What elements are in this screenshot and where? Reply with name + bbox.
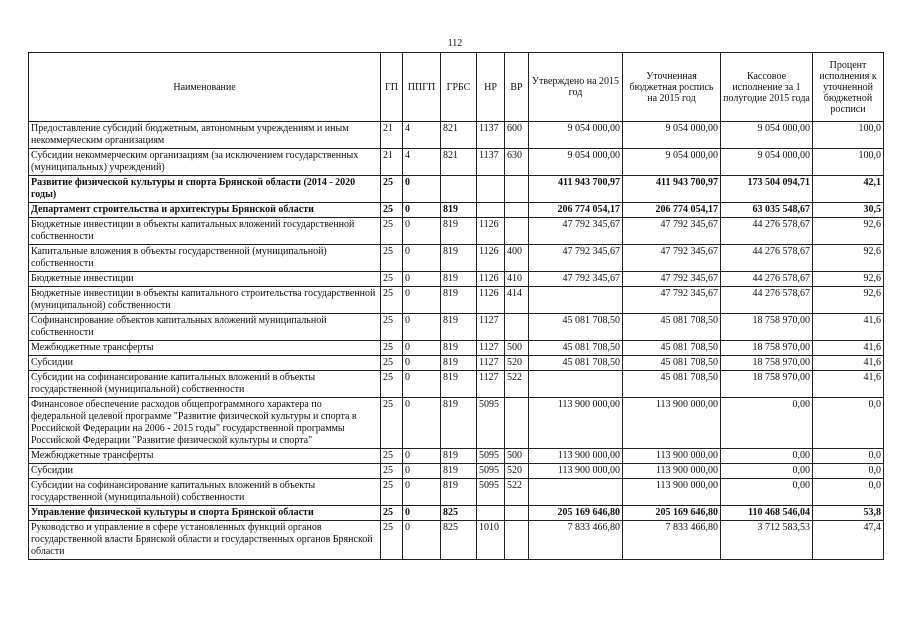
- cell-vr: [505, 176, 529, 203]
- cell-refined: 45 081 708,50: [623, 341, 721, 356]
- cell-grbs: 821: [441, 122, 477, 149]
- cell-percent: 100,0: [813, 122, 884, 149]
- cell-refined: 113 900 000,00: [623, 464, 721, 479]
- cell-approved: 206 774 054,17: [529, 203, 623, 218]
- table-row: [29, 398, 884, 449]
- cell-approved: 45 081 708,50: [529, 341, 623, 356]
- cell-refined: 206 774 054,17: [623, 203, 721, 218]
- cell-vr: 500: [505, 341, 529, 356]
- cell-percent: 0,0: [813, 464, 884, 479]
- cell-np: 1127: [477, 371, 505, 398]
- cell-cash: 18 758 970,00: [721, 356, 813, 371]
- cell-np: [477, 176, 505, 203]
- cell-name: Субсидии: [29, 464, 381, 479]
- cell-percent: 92,6: [813, 245, 884, 272]
- table-row: [29, 371, 884, 398]
- cell-np: 1126: [477, 287, 505, 314]
- table-row: [29, 314, 884, 341]
- cell-gp: 25: [381, 371, 403, 398]
- cell-refined: 411 943 700,97: [623, 176, 721, 203]
- cell-name: Управление физической культуры и спорта Брянской области: [29, 506, 381, 521]
- cell-approved: 45 081 708,50: [529, 314, 623, 341]
- cell-refined: 45 081 708,50: [623, 314, 721, 341]
- cell-approved: 47 792 345,67: [529, 245, 623, 272]
- table-row: [29, 464, 884, 479]
- cell-cash: 9 054 000,00: [721, 149, 813, 176]
- cell-ppgp: 0: [403, 356, 441, 371]
- cell-name: Руководство и управление в сфере установленных функций органов государственной власти Брянской области и государственных органов Брянской области: [29, 521, 381, 560]
- cell-percent: 41,6: [813, 371, 884, 398]
- cell-np: 1126: [477, 218, 505, 245]
- cell-cash: 0,00: [721, 449, 813, 464]
- cell-cash: 63 035 548,67: [721, 203, 813, 218]
- cell-ppgp: 0: [403, 287, 441, 314]
- header-ppgp: ППГП: [403, 53, 441, 122]
- cell-ppgp: 0: [403, 506, 441, 521]
- header-percent: Процент исполнения к уточненной бюджетной росписи: [813, 53, 884, 122]
- header-grbs: ГРБС: [441, 53, 477, 122]
- cell-vr: [505, 203, 529, 218]
- cell-vr: 520: [505, 356, 529, 371]
- cell-refined: 113 900 000,00: [623, 398, 721, 449]
- cell-refined: 113 900 000,00: [623, 479, 721, 506]
- cell-np: 1127: [477, 341, 505, 356]
- cell-vr: 522: [505, 479, 529, 506]
- cell-grbs: 825: [441, 521, 477, 560]
- cell-percent: 42,1: [813, 176, 884, 203]
- cell-grbs: 819: [441, 314, 477, 341]
- header-approved: Утверждено на 2015 год: [529, 53, 623, 122]
- cell-approved: 9 054 000,00: [529, 149, 623, 176]
- cell-cash: 44 276 578,67: [721, 218, 813, 245]
- cell-grbs: 819: [441, 245, 477, 272]
- cell-name: Субсидии на софинансирование капитальных вложений в объекты государственной (муниципальной) собственности: [29, 371, 381, 398]
- cell-np: 5095: [477, 449, 505, 464]
- cell-np: 5095: [477, 479, 505, 506]
- cell-percent: 41,6: [813, 341, 884, 356]
- cell-approved: 411 943 700,97: [529, 176, 623, 203]
- table-header-row: [29, 53, 884, 122]
- table-row: [29, 272, 884, 287]
- table-row: [29, 287, 884, 314]
- cell-np: 1137: [477, 149, 505, 176]
- cell-approved: 47 792 345,67: [529, 218, 623, 245]
- cell-cash: 0,00: [721, 464, 813, 479]
- cell-ppgp: 0: [403, 398, 441, 449]
- cell-ppgp: 4: [403, 149, 441, 176]
- cell-vr: [505, 521, 529, 560]
- cell-np: 1126: [477, 245, 505, 272]
- header-np: НР: [477, 53, 505, 122]
- cell-grbs: 819: [441, 479, 477, 506]
- table-row: [29, 122, 884, 149]
- cell-gp: 25: [381, 464, 403, 479]
- cell-refined: 47 792 345,67: [623, 287, 721, 314]
- cell-ppgp: 0: [403, 272, 441, 287]
- cell-name: Капитальные вложения в объекты государственной (муниципальной) собственности: [29, 245, 381, 272]
- cell-cash: 3 712 583,53: [721, 521, 813, 560]
- cell-gp: 25: [381, 314, 403, 341]
- table-row: [29, 149, 884, 176]
- cell-gp: 25: [381, 287, 403, 314]
- cell-approved: 113 900 000,00: [529, 464, 623, 479]
- cell-vr: [505, 506, 529, 521]
- cell-refined: 205 169 646,80: [623, 506, 721, 521]
- cell-vr: 500: [505, 449, 529, 464]
- cell-approved: 113 900 000,00: [529, 449, 623, 464]
- cell-ppgp: 0: [403, 521, 441, 560]
- cell-grbs: 819: [441, 449, 477, 464]
- cell-name: Межбюджетные трансферты: [29, 449, 381, 464]
- cell-gp: 25: [381, 176, 403, 203]
- cell-cash: 0,00: [721, 398, 813, 449]
- cell-cash: 44 276 578,67: [721, 287, 813, 314]
- cell-vr: 522: [505, 371, 529, 398]
- cell-percent: 30,5: [813, 203, 884, 218]
- cell-np: 5095: [477, 398, 505, 449]
- cell-name: Софинансирование объектов капитальных вложений муниципальной собственности: [29, 314, 381, 341]
- cell-np: [477, 203, 505, 218]
- header-gp: ГП: [381, 53, 403, 122]
- cell-grbs: 819: [441, 272, 477, 287]
- cell-grbs: [441, 176, 477, 203]
- cell-cash: 18 758 970,00: [721, 341, 813, 356]
- cell-np: 1127: [477, 314, 505, 341]
- cell-name: Межбюджетные трансферты: [29, 341, 381, 356]
- cell-cash: 18 758 970,00: [721, 314, 813, 341]
- cell-ppgp: 0: [403, 341, 441, 356]
- cell-refined: 45 081 708,50: [623, 356, 721, 371]
- cell-grbs: 819: [441, 203, 477, 218]
- cell-ppgp: 0: [403, 176, 441, 203]
- cell-refined: 45 081 708,50: [623, 371, 721, 398]
- cell-ppgp: 4: [403, 122, 441, 149]
- cell-gp: 21: [381, 122, 403, 149]
- cell-vr: [505, 398, 529, 449]
- cell-cash: 44 276 578,67: [721, 272, 813, 287]
- header-cash: Кассовое исполнение за 1 полугодие 2015 года: [721, 53, 813, 122]
- cell-vr: 410: [505, 272, 529, 287]
- cell-percent: 92,6: [813, 218, 884, 245]
- table-row: [29, 479, 884, 506]
- cell-grbs: 819: [441, 356, 477, 371]
- cell-approved: [529, 287, 623, 314]
- cell-grbs: 825: [441, 506, 477, 521]
- cell-approved: 45 081 708,50: [529, 356, 623, 371]
- cell-gp: 25: [381, 203, 403, 218]
- cell-np: 1137: [477, 122, 505, 149]
- cell-percent: 0,0: [813, 449, 884, 464]
- cell-refined: 47 792 345,67: [623, 218, 721, 245]
- table-row: [29, 176, 884, 203]
- cell-ppgp: 0: [403, 464, 441, 479]
- cell-name: Развитие физической культуры и спорта Брянской области (2014 - 2020 годы): [29, 176, 381, 203]
- cell-refined: 47 792 345,67: [623, 272, 721, 287]
- cell-grbs: 819: [441, 341, 477, 356]
- cell-vr: 400: [505, 245, 529, 272]
- cell-refined: 47 792 345,67: [623, 245, 721, 272]
- cell-percent: 100,0: [813, 149, 884, 176]
- cell-name: Финансовое обеспечение расходов общепрограммного характера по федеральной целевой программе "Развитие физической культуры и спорта в Российской Федерации на 2006 - 2015 годы" государственной программы Российской Федерации "Развитие физической культуры и спорта": [29, 398, 381, 449]
- header-vr: ВР: [505, 53, 529, 122]
- header-name: Наименование: [29, 53, 381, 122]
- cell-name: Субсидии на софинансирование капитальных вложений в объекты государственной (муниципальной) собственности: [29, 479, 381, 506]
- cell-ppgp: 0: [403, 203, 441, 218]
- cell-name: Бюджетные инвестиции: [29, 272, 381, 287]
- cell-name: Предоставление субсидий бюджетным, автономным учреждениям и иным некоммерческим организациям: [29, 122, 381, 149]
- cell-np: 5095: [477, 464, 505, 479]
- cell-approved: [529, 479, 623, 506]
- cell-percent: 92,6: [813, 272, 884, 287]
- cell-percent: 41,6: [813, 356, 884, 371]
- budget-report-table: [28, 52, 884, 560]
- cell-cash: 44 276 578,67: [721, 245, 813, 272]
- cell-name: Бюджетные инвестиции в объекты капитальных вложений государственной собственности: [29, 218, 381, 245]
- cell-ppgp: 0: [403, 218, 441, 245]
- cell-grbs: 819: [441, 287, 477, 314]
- cell-percent: 41,6: [813, 314, 884, 341]
- cell-ppgp: 0: [403, 371, 441, 398]
- cell-percent: 47,4: [813, 521, 884, 560]
- cell-vr: [505, 314, 529, 341]
- page-number: 112: [447, 38, 463, 49]
- cell-name: Департамент строительства и архитектуры Брянской области: [29, 203, 381, 218]
- cell-refined: 113 900 000,00: [623, 449, 721, 464]
- cell-grbs: 821: [441, 149, 477, 176]
- cell-vr: 630: [505, 149, 529, 176]
- cell-gp: 25: [381, 398, 403, 449]
- cell-vr: 600: [505, 122, 529, 149]
- cell-name: Субсидии некоммерческим организациям (за исключением государственных (муниципальных) учреждений): [29, 149, 381, 176]
- cell-ppgp: 0: [403, 245, 441, 272]
- table-row: [29, 203, 884, 218]
- cell-cash: 9 054 000,00: [721, 122, 813, 149]
- cell-gp: 21: [381, 149, 403, 176]
- cell-refined: 7 833 466,80: [623, 521, 721, 560]
- cell-ppgp: 0: [403, 479, 441, 506]
- cell-grbs: 819: [441, 464, 477, 479]
- cell-gp: 25: [381, 506, 403, 521]
- cell-percent: 0,0: [813, 479, 884, 506]
- cell-gp: 25: [381, 341, 403, 356]
- cell-vr: 414: [505, 287, 529, 314]
- cell-refined: 9 054 000,00: [623, 149, 721, 176]
- cell-cash: 18 758 970,00: [721, 371, 813, 398]
- table-row: [29, 245, 884, 272]
- cell-approved: 9 054 000,00: [529, 122, 623, 149]
- cell-np: [477, 506, 505, 521]
- cell-gp: 25: [381, 521, 403, 560]
- cell-np: 1127: [477, 356, 505, 371]
- table-row: [29, 341, 884, 356]
- cell-ppgp: 0: [403, 449, 441, 464]
- cell-approved: 205 169 646,80: [529, 506, 623, 521]
- cell-percent: 0,0: [813, 398, 884, 449]
- cell-cash: 110 468 546,04: [721, 506, 813, 521]
- cell-percent: 92,6: [813, 287, 884, 314]
- table-row: [29, 218, 884, 245]
- cell-grbs: 819: [441, 371, 477, 398]
- cell-gp: 25: [381, 479, 403, 506]
- cell-approved: 113 900 000,00: [529, 398, 623, 449]
- cell-approved: [529, 371, 623, 398]
- table-row: [29, 521, 884, 560]
- cell-approved: 47 792 345,67: [529, 272, 623, 287]
- cell-grbs: 819: [441, 218, 477, 245]
- cell-gp: 25: [381, 356, 403, 371]
- header-refined: Уточненная бюджетная роспись на 2015 год: [623, 53, 721, 122]
- cell-gp: 25: [381, 449, 403, 464]
- table-row: [29, 449, 884, 464]
- cell-np: 1126: [477, 272, 505, 287]
- cell-np: 1010: [477, 521, 505, 560]
- cell-name: Бюджетные инвестиции в объекты капитального строительства государственной (муниципальной) собственности: [29, 287, 381, 314]
- cell-percent: 53,8: [813, 506, 884, 521]
- cell-vr: 520: [505, 464, 529, 479]
- cell-refined: 9 054 000,00: [623, 122, 721, 149]
- cell-cash: 173 504 094,71: [721, 176, 813, 203]
- cell-vr: [505, 218, 529, 245]
- table-row: [29, 356, 884, 371]
- cell-gp: 25: [381, 272, 403, 287]
- cell-ppgp: 0: [403, 314, 441, 341]
- cell-gp: 25: [381, 245, 403, 272]
- cell-cash: 0,00: [721, 479, 813, 506]
- cell-name: Субсидии: [29, 356, 381, 371]
- cell-approved: 7 833 466,80: [529, 521, 623, 560]
- cell-grbs: 819: [441, 398, 477, 449]
- cell-gp: 25: [381, 218, 403, 245]
- table-row: [29, 506, 884, 521]
